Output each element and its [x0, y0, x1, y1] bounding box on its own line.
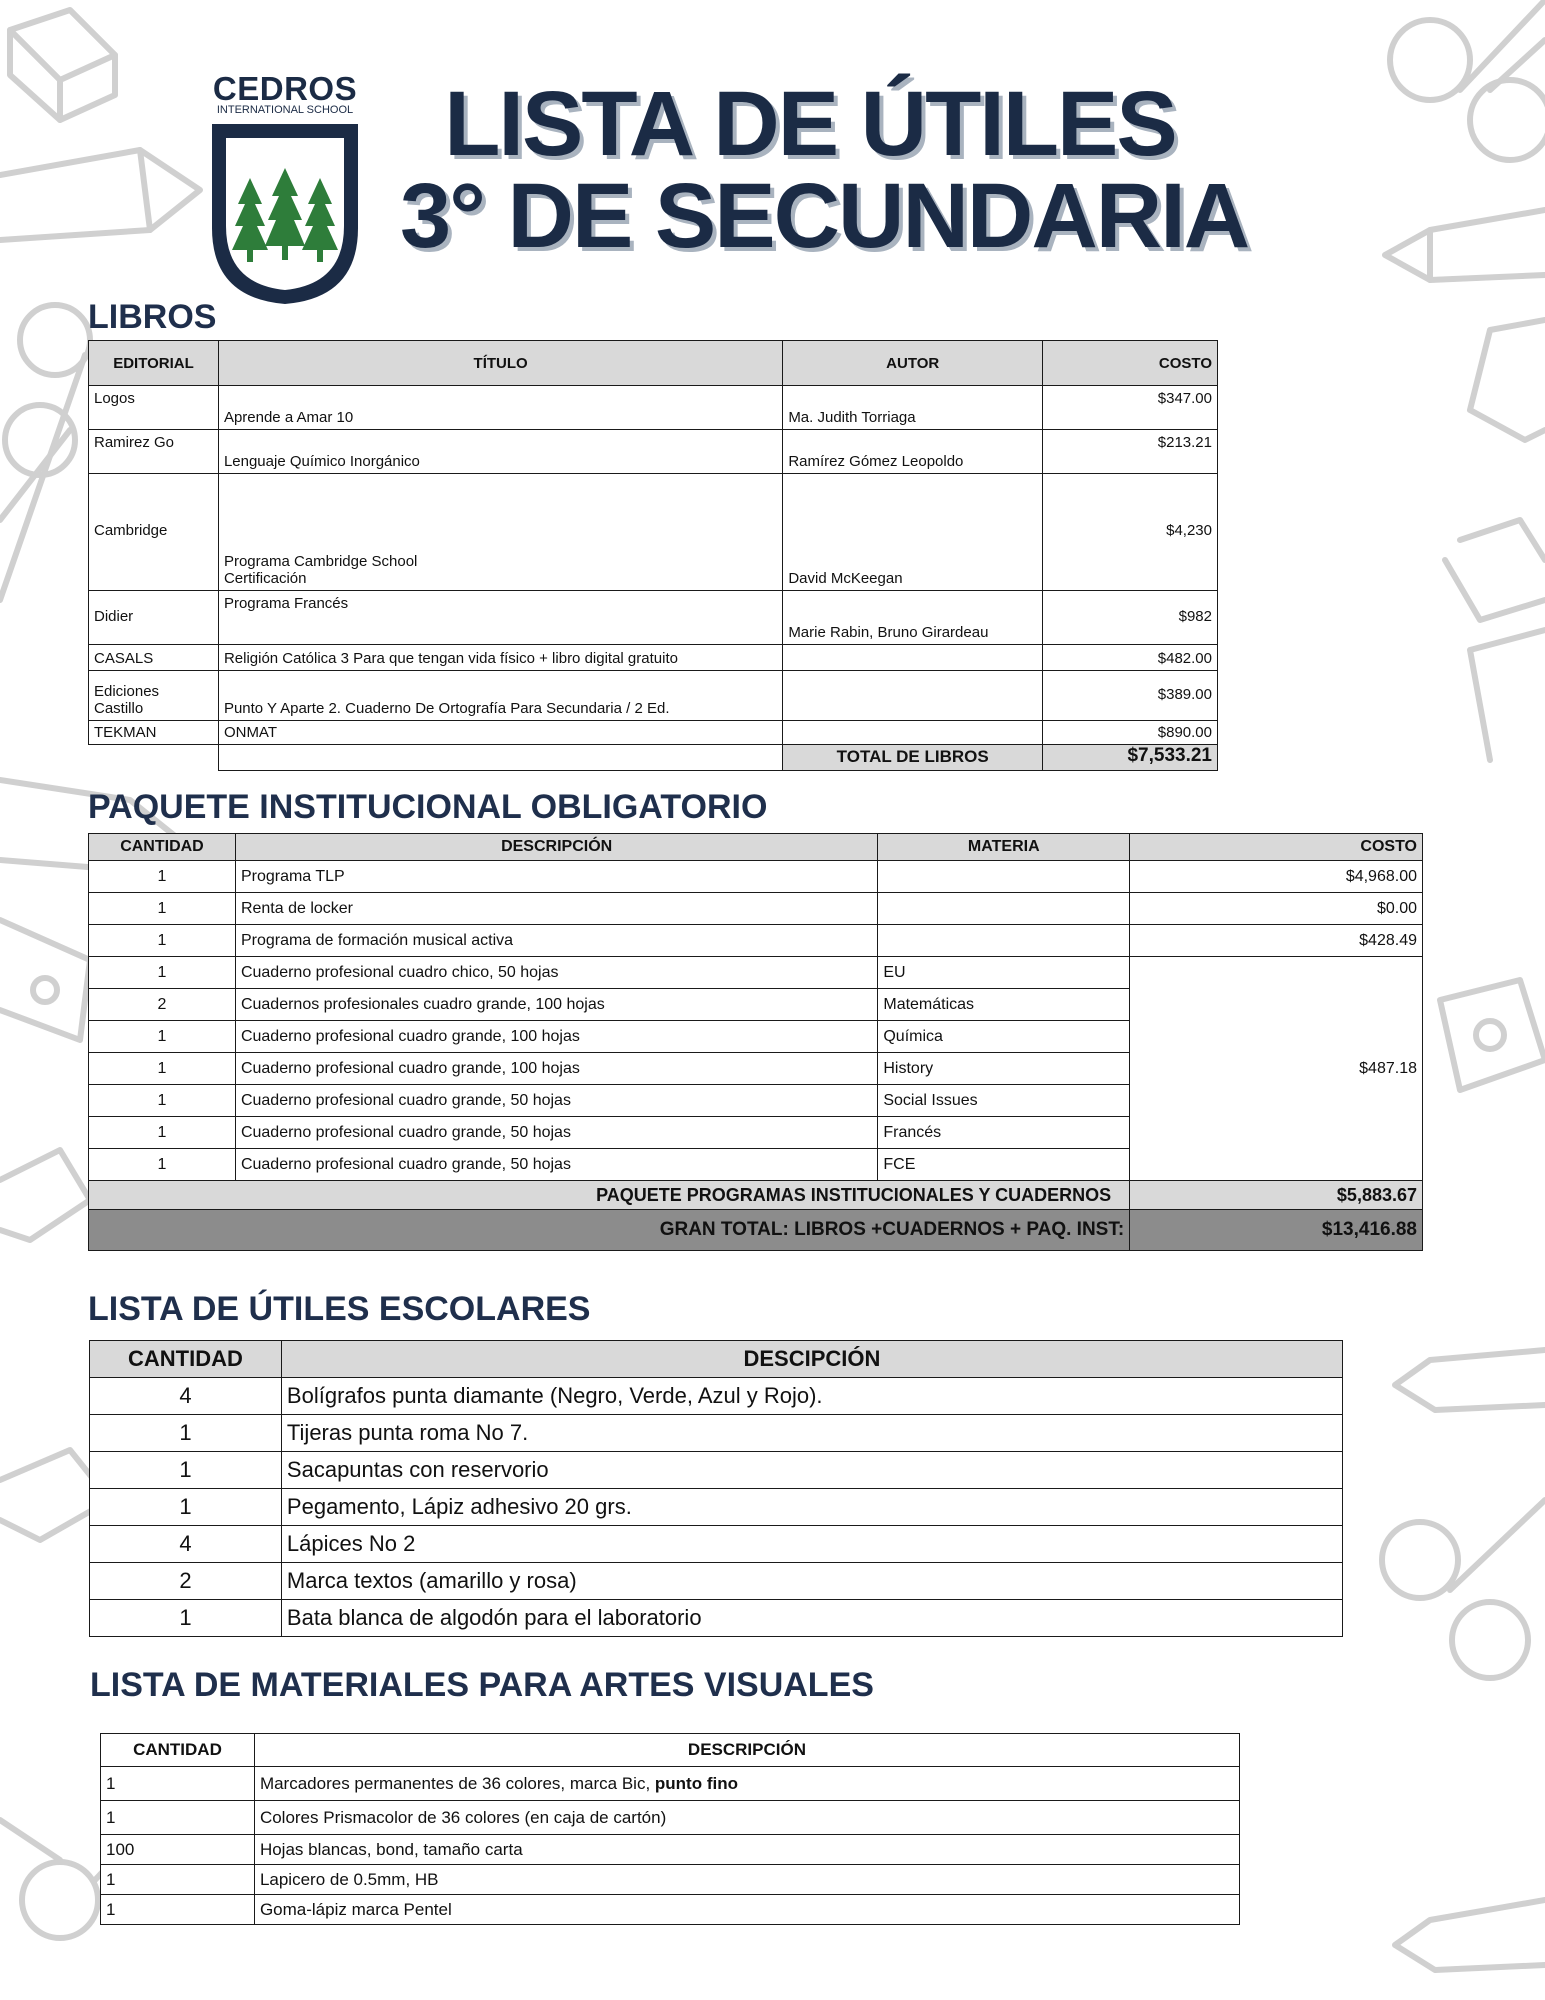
artes-heading: LISTA DE MATERIALES PARA ARTES VISUALES [90, 1666, 874, 1704]
autor-cell: Ramírez Gómez Leopoldo [783, 430, 1043, 474]
autor-cell [783, 645, 1043, 671]
artes-table [100, 1733, 1240, 1925]
costo-cell: $428.49 [1130, 925, 1423, 957]
costo-cell: $4,230 [1043, 474, 1218, 591]
descripcion-bold-text: punto fino [654, 1773, 738, 1793]
cuadernos-costo-cell: $487.18 [1130, 957, 1423, 1181]
autor-cell: Marie Rabin, Bruno Girardeau [783, 591, 1043, 645]
table-row [101, 1767, 1240, 1801]
descripcion-cell: Cuaderno profesional cuadro grande, 100 hojas [235, 1021, 877, 1053]
libros-table [88, 340, 1218, 771]
materia-cell: Química [878, 1021, 1130, 1053]
cantidad-cell: 4 [90, 1526, 282, 1563]
header-editorial: EDITORIAL [89, 341, 219, 386]
cantidad-cell: 1 [90, 1415, 282, 1452]
descripcion-cell: Goma-lápiz marca Pentel [254, 1895, 1239, 1925]
table-row [89, 893, 1423, 925]
subtotal-label: PAQUETE PROGRAMAS INSTITUCIONALES Y CUADERNOS [89, 1181, 1130, 1210]
cantidad-cell: 1 [89, 1117, 236, 1149]
cantidad-cell: 1 [89, 861, 236, 893]
table-header-row [90, 1341, 1343, 1378]
paquete-heading: PAQUETE INSTITUCIONAL OBLIGATORIO [88, 788, 768, 826]
table-row [101, 1801, 1240, 1835]
grand-total-value: $13,416.88 [1130, 1210, 1423, 1251]
grand-total-label: GRAN TOTAL: LIBROS +CUADERNOS + PAQ. INST: [89, 1210, 1130, 1251]
descripcion-cell: Renta de locker [235, 893, 877, 925]
table-row [89, 591, 1218, 645]
costo-cell: $389.00 [1043, 671, 1218, 721]
subtotal-row [89, 1181, 1423, 1210]
cantidad-cell: 1 [89, 893, 236, 925]
scissors-icon [1390, 0, 1545, 160]
materia-cell [878, 893, 1130, 925]
table-row [101, 1895, 1240, 1925]
table-row [90, 1563, 1343, 1600]
table-header-row [89, 834, 1423, 861]
header-descripcion: DESCRIPCIÓN [235, 834, 877, 861]
table-row [101, 1835, 1240, 1865]
sharpener-icon [1440, 980, 1545, 1090]
autor-cell [783, 671, 1043, 721]
header-cantidad: CANTIDAD [89, 834, 236, 861]
descripcion-cell: Cuadernos profesionales cuadro grande, 100 hojas [235, 989, 877, 1021]
table-row [89, 645, 1218, 671]
pencil-icon [1385, 210, 1545, 280]
costo-cell: $890.00 [1043, 721, 1218, 745]
descripcion-cell: Cuaderno profesional cuadro grande, 50 hojas [235, 1117, 877, 1149]
materia-cell: EU [878, 957, 1130, 989]
materia-cell [878, 861, 1130, 893]
libros-section [88, 340, 1218, 771]
titulo-cell: Punto Y Aparte 2. Cuaderno De Ortografía Para Secundaria / 2 Ed. [218, 671, 782, 721]
cantidad-cell: 1 [90, 1452, 282, 1489]
descripcion-cell: Cuaderno profesional cuadro grande, 50 hojas [235, 1085, 877, 1117]
header-autor: AUTOR [783, 341, 1043, 386]
titulo-line: Programa Cambridge School [223, 553, 418, 570]
editorial-line: Ediciones [94, 683, 160, 700]
header-titulo: TÍTULO [218, 341, 782, 386]
table-row [101, 1865, 1240, 1895]
scissors-icon [1382, 1500, 1545, 1678]
descripcion-cell: Marca textos (amarillo y rosa) [281, 1563, 1342, 1600]
utiles-section [89, 1340, 1343, 1637]
descripcion-cell: Cuaderno profesional cuadro chico, 50 hojas [235, 957, 877, 989]
marker-icon [1445, 520, 1545, 620]
titulo-line: Certificación [223, 570, 307, 587]
page-title-line2: 3° DE SECUNDARIA [400, 165, 1249, 267]
descripcion-cell [254, 1767, 1239, 1801]
descripcion-cell: Lápices No 2 [281, 1526, 1342, 1563]
paquete-section [88, 833, 1423, 1251]
descripcion-cell: Programa TLP [235, 861, 877, 893]
sharpener-icon [0, 920, 90, 1040]
titulo-cell: Aprende a Amar 10 [218, 386, 782, 430]
utiles-heading: LISTA DE ÚTILES ESCOLARES [88, 1290, 591, 1328]
pencil-icon [0, 150, 200, 240]
cantidad-cell: 1 [101, 1895, 255, 1925]
descripcion-text: Marcadores permanentes de 36 colores, marca Bic, [259, 1773, 655, 1793]
table-row [90, 1600, 1343, 1637]
logo-subtitle: INTERNATIONAL SCHOOL [216, 104, 354, 116]
table-row [90, 1452, 1343, 1489]
editorial-cell: Cambridge [89, 474, 219, 591]
descripcion-cell: Pegamento, Lápiz adhesivo 20 grs. [281, 1489, 1342, 1526]
table-row [90, 1489, 1343, 1526]
editorial-cell: Logos [89, 386, 219, 430]
costo-cell: $0.00 [1130, 893, 1423, 925]
table-row [90, 1415, 1343, 1452]
header-materia: MATERIA [878, 834, 1130, 861]
school-logo [205, 70, 365, 306]
cantidad-cell: 1 [101, 1767, 255, 1801]
materia-cell: Matemáticas [878, 989, 1130, 1021]
materia-cell: Social Issues [878, 1085, 1130, 1117]
descripcion-cell: Cuaderno profesional cuadro grande, 50 hojas [235, 1149, 877, 1181]
table-row [89, 925, 1423, 957]
header-costo: COSTO [1043, 341, 1218, 386]
titulo-cell: ONMAT [218, 721, 782, 745]
editorial-cell: Ramirez Go [89, 430, 219, 474]
descripcion-cell: Bolígrafos punta diamante (Negro, Verde, Azul y Rojo). [281, 1378, 1342, 1415]
table-row [89, 430, 1218, 474]
notebook-icon [1470, 630, 1545, 760]
cantidad-cell: 2 [90, 1563, 282, 1600]
titulo-cell: Religión Católica 3 Para que tengan vida físico + libro digital gratuito [218, 645, 782, 671]
cantidad-cell: 1 [101, 1801, 255, 1835]
table-row [89, 474, 1218, 591]
materia-cell: Francés [878, 1117, 1130, 1149]
cantidad-cell: 1 [89, 957, 236, 989]
eraser-icon [10, 10, 115, 120]
artes-section [100, 1733, 1240, 1925]
eraser-icon [1470, 320, 1545, 440]
materia-cell: History [878, 1053, 1130, 1085]
costo-cell: $347.00 [1043, 386, 1218, 430]
page-title-line1: LISTA DE ÚTILES [444, 73, 1176, 175]
table-row [89, 721, 1218, 745]
costo-cell: $213.21 [1043, 430, 1218, 474]
table-row [90, 1378, 1343, 1415]
table-row [89, 386, 1218, 430]
header-cantidad: CANTIDAD [101, 1734, 255, 1767]
page-title [400, 73, 1249, 267]
titulo-cell: Programa Francés [218, 591, 782, 645]
table-row [89, 957, 1423, 989]
table-header-row [89, 341, 1218, 386]
cantidad-cell: 100 [101, 1835, 255, 1865]
costo-cell: $4,968.00 [1130, 861, 1423, 893]
descripcion-cell: Tijeras punta roma No 7. [281, 1415, 1342, 1452]
titulo-cell: Lenguaje Químico Inorgánico [218, 430, 782, 474]
cantidad-cell: 2 [89, 989, 236, 1021]
table-header-row [101, 1734, 1240, 1767]
descripcion-cell: Programa de formación musical activa [235, 925, 877, 957]
costo-cell: $482.00 [1043, 645, 1218, 671]
header-descripcion: DESCRIPCIÓN [254, 1734, 1239, 1767]
cantidad-cell: 4 [90, 1378, 282, 1415]
descripcion-cell: Hojas blancas, bond, tamaño carta [254, 1835, 1239, 1865]
table-row [89, 671, 1218, 721]
editorial-cell [89, 671, 219, 721]
cantidad-cell: 1 [89, 1085, 236, 1117]
autor-cell: David McKeegan [783, 474, 1043, 591]
cantidad-cell: 1 [90, 1489, 282, 1526]
table-row [89, 861, 1423, 893]
header-descripcion: DESCIPCIÓN [281, 1341, 1342, 1378]
header-cantidad: CANTIDAD [90, 1341, 282, 1378]
cantidad-cell: 1 [90, 1600, 282, 1637]
descripcion-cell: Bata blanca de algodón para el laboratorio [281, 1600, 1342, 1637]
materia-cell: FCE [878, 1149, 1130, 1181]
total-row [89, 745, 1218, 771]
cantidad-cell: 1 [89, 1053, 236, 1085]
descripcion-cell: Lapicero de 0.5mm, HB [254, 1865, 1239, 1895]
titulo-cell [218, 474, 782, 591]
subtotal-value: $5,883.67 [1130, 1181, 1423, 1210]
descripcion-cell: Colores Prismacolor de 36 colores (en caja de cartón) [254, 1801, 1239, 1835]
table-row [90, 1526, 1343, 1563]
shield-emblem-icon [208, 118, 362, 308]
total-libros-value: $7,533.21 [1043, 745, 1218, 771]
descripcion-cell: Cuaderno profesional cuadro grande, 100 hojas [235, 1053, 877, 1085]
editorial-cell: CASALS [89, 645, 219, 671]
pencil-icon [1395, 1900, 1545, 1970]
editorial-line: Castillo [94, 700, 144, 717]
pencil-icon [1395, 1350, 1545, 1410]
grand-total-row [89, 1210, 1423, 1251]
cantidad-cell: 1 [89, 1021, 236, 1053]
paquete-table [88, 833, 1423, 1251]
libros-heading: LIBROS [88, 298, 217, 336]
editorial-cell: TEKMAN [89, 721, 219, 745]
marker-icon [0, 1150, 90, 1240]
cantidad-cell: 1 [89, 925, 236, 957]
editorial-cell: Didier [89, 591, 219, 645]
autor-cell: Ma. Judith Torriaga [783, 386, 1043, 430]
scissors-icon [0, 305, 90, 600]
autor-cell [783, 721, 1043, 745]
cantidad-cell: 1 [101, 1865, 255, 1895]
descripcion-cell: Sacapuntas con reservorio [281, 1452, 1342, 1489]
cantidad-cell: 1 [89, 1149, 236, 1181]
materia-cell [878, 925, 1130, 957]
costo-cell: $982 [1043, 591, 1218, 645]
logo-name: CEDROS [212, 70, 358, 107]
total-libros-label: TOTAL DE LIBROS [783, 745, 1043, 771]
utiles-table [89, 1340, 1343, 1637]
header-costo: COSTO [1130, 834, 1423, 861]
